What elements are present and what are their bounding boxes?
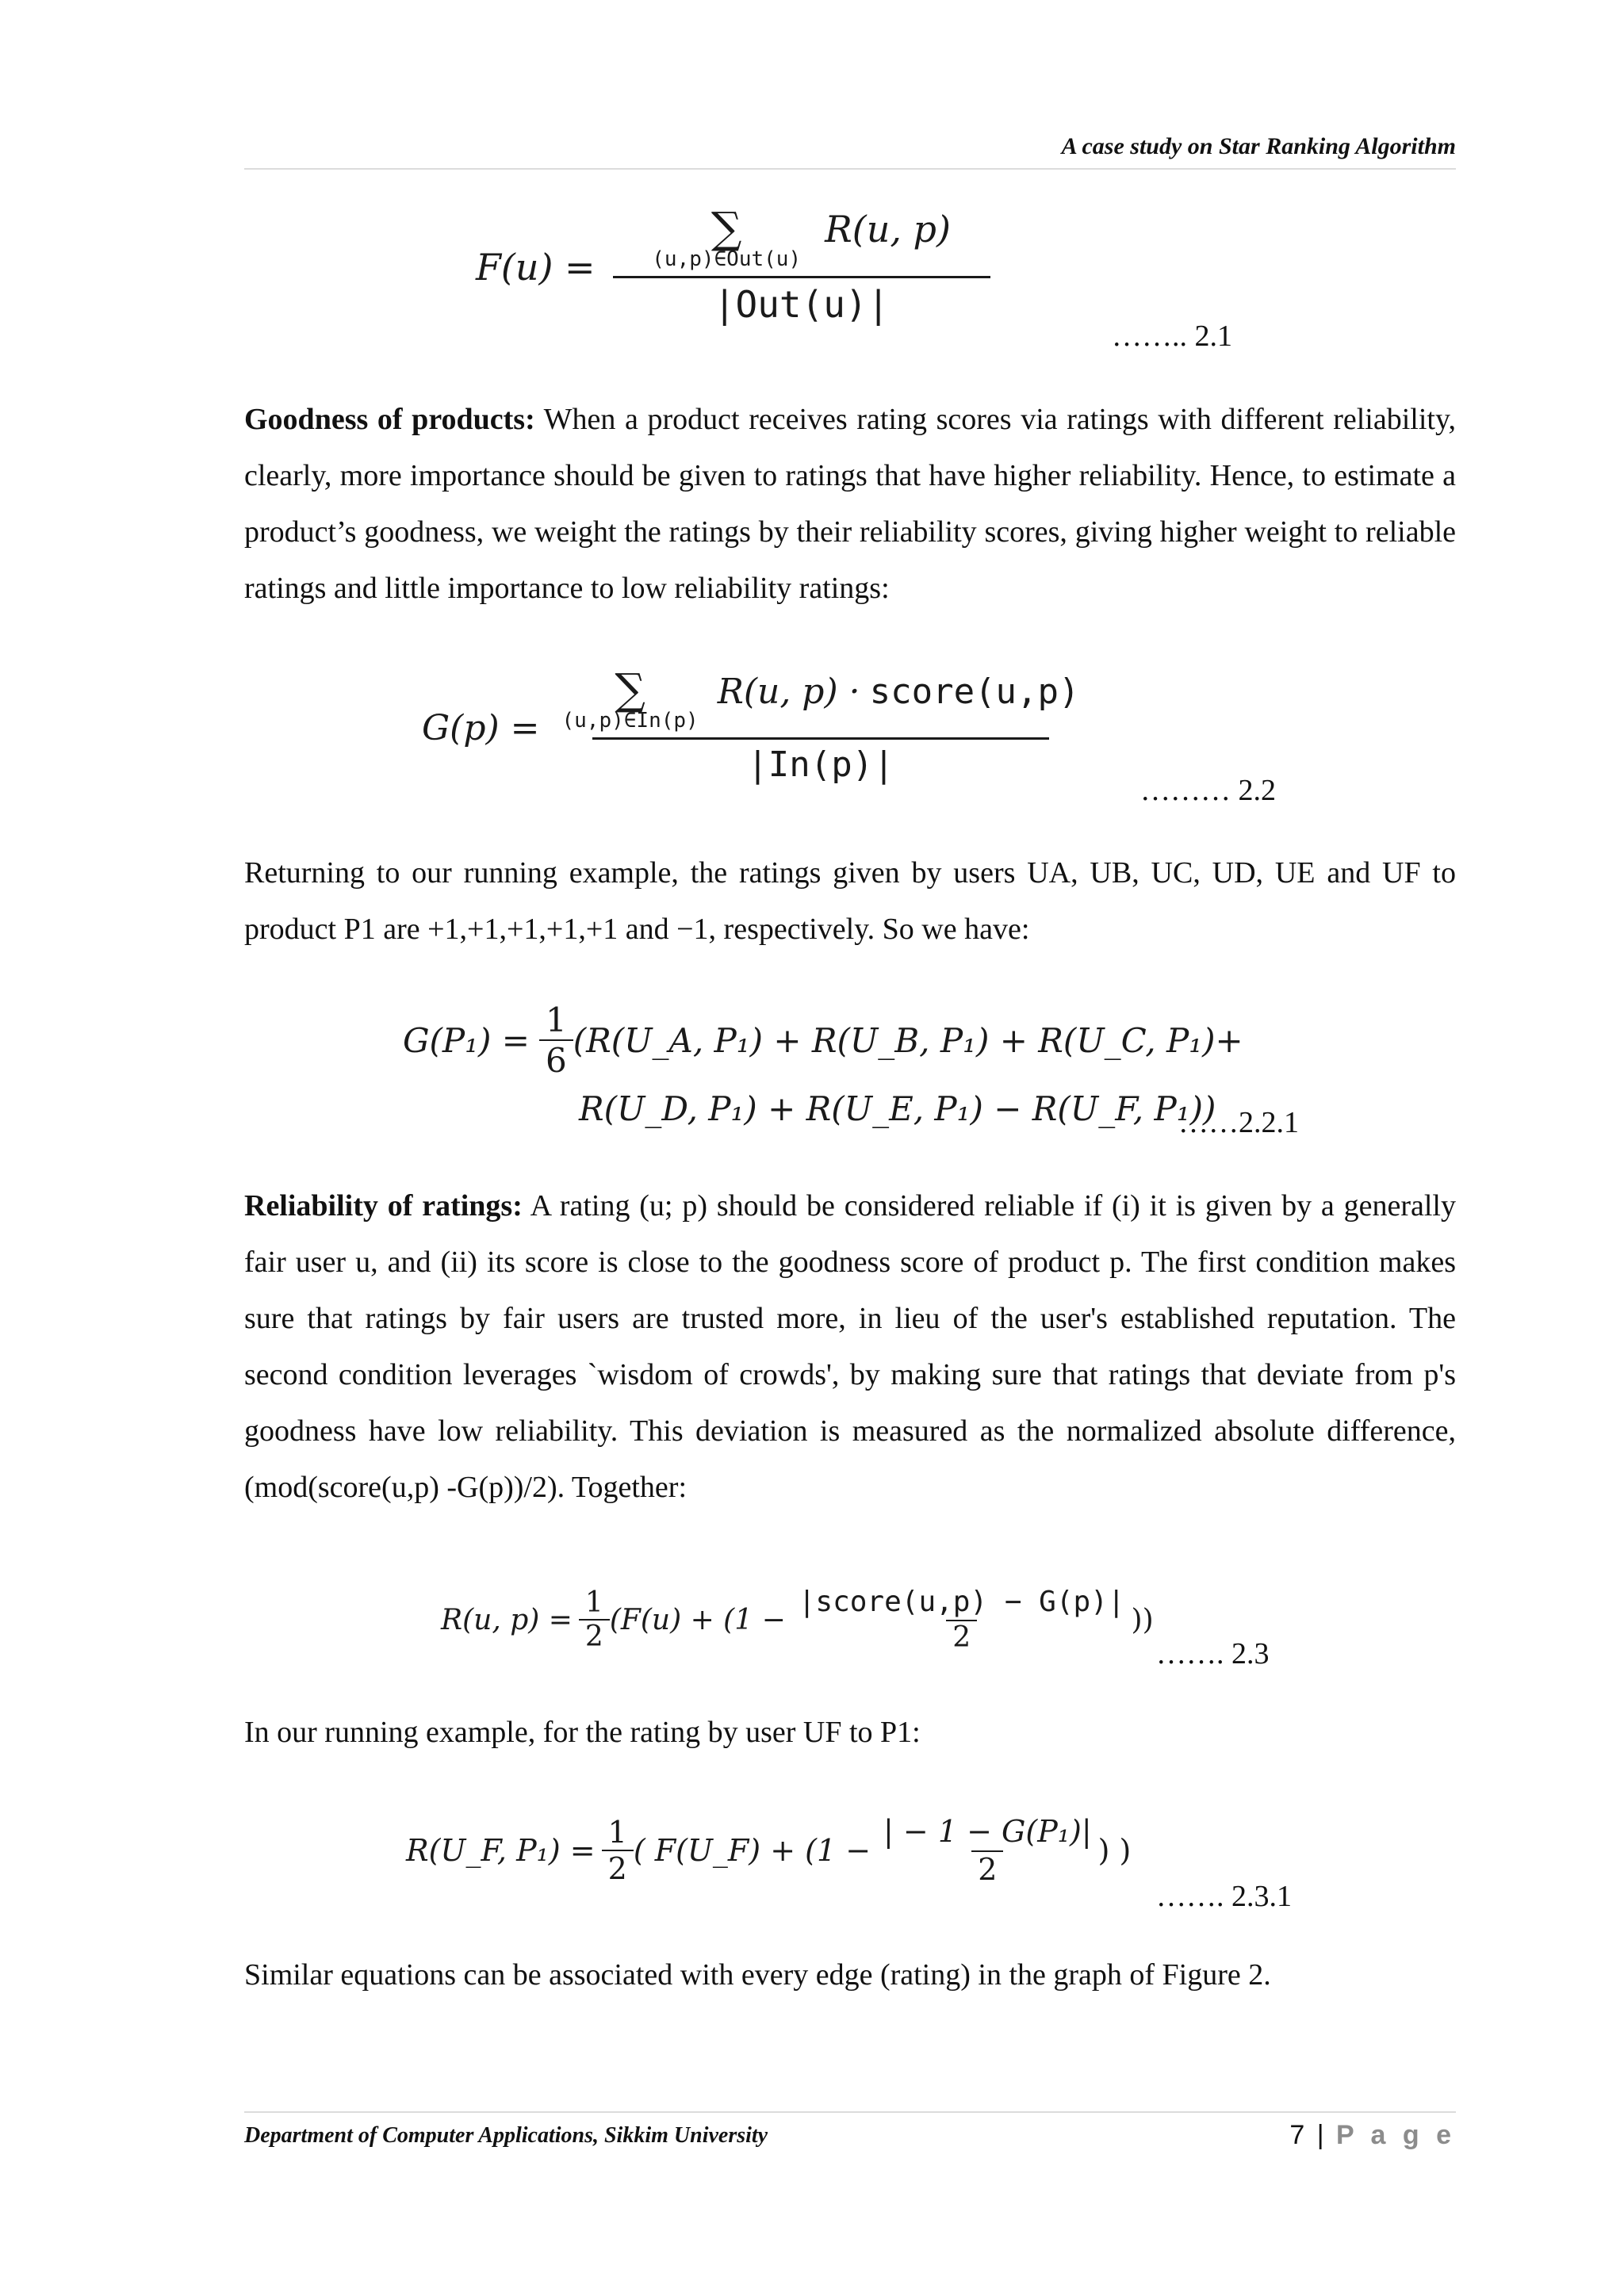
eq-2-2-1-line-1-rest: (R(U_A, P₁) + R(U_B, P₁) + R(U_C, P₁)+ <box>573 1020 1243 1060</box>
eq-2-3-1-close: ) ) <box>1097 1833 1132 1868</box>
paragraph-returning-example: Returning to our running example, the ratings given by users UA, UB, UC, UD, UE and UF to product P1 are +1,+1,+1,+1,+1 and −1, respectively. So we have: <box>244 856 1456 946</box>
page-number: 7 <box>1289 2120 1305 2150</box>
header-divider <box>244 168 1456 170</box>
equation-2-1 <box>476 203 990 326</box>
running-header: A case study on Star Ranking Algorithm <box>1061 133 1456 159</box>
equation-number-2-3: ……. 2.3 <box>1156 1637 1270 1670</box>
equation-number-2-2: ……… 2.2 <box>1140 774 1276 807</box>
eq-2-1-fraction <box>613 203 990 326</box>
footer-department: Department of Computer Applications, Sikkim University <box>244 2123 768 2148</box>
eq-2-2-1-line-1 <box>403 1001 1243 1080</box>
equation-number-2-3-1: ……. 2.3.1 <box>1156 1880 1292 1913</box>
eq-2-2-fraction <box>556 664 1086 785</box>
eq-2-1-lhs: F(u) = <box>476 245 596 289</box>
equation-2-2 <box>422 664 1086 785</box>
eq-2-3-middle: (F(u) + (1 − <box>609 1603 786 1636</box>
eq-2-3-close: )) <box>1131 1603 1154 1636</box>
eq-2-1-denominator: |Out(u)| <box>613 276 990 326</box>
equation-2-2-1 <box>403 1001 1243 1128</box>
equation-number-2-1: …….. 2.1 <box>1112 320 1232 353</box>
eq-2-2-1-lhs: G(P₁) = <box>403 1020 530 1060</box>
goodness-body-text: When a product receives rating scores via ratings with different reliability, clearly, more importance should be given to ratings that have higher reliability. Hence, to estimate a product’s goodness, we weight the ratings by their reliability scores, giving higher weight to reliable ratings and little importance to low reliability ratings: <box>244 403 1456 605</box>
eq-2-3-1-middle: ( F(U_F) + (1 − <box>633 1833 871 1868</box>
footer-page-number <box>1289 2120 1456 2151</box>
paragraph-reliability-of-ratings <box>244 1178 1456 1516</box>
eq-2-3-half: $\frac{1}{2}$ <box>579 1586 610 1653</box>
eq-2-2-denominator: |In(p)| <box>592 737 1049 785</box>
page-separator: | <box>1316 2120 1324 2150</box>
eq-2-1-sum-subscript: (u,p)∈Out(u) <box>652 247 802 271</box>
equation-number-2-2-1: ……2.2.1 <box>1178 1106 1299 1139</box>
eq-2-3-1-lhs: R(U_F, P₁) = <box>406 1833 596 1868</box>
eq-2-1-numerator: R(u, p) <box>825 208 951 251</box>
sum-symbol: ∑ (u,p)∈Out(u) <box>652 203 802 271</box>
paragraph-similar-equations: Similar equations can be associated with every edge (rating) in the graph of Figure 2. <box>244 1958 1271 1992</box>
eq-2-2-numerator-a: R(u, p) · <box>717 672 860 712</box>
eq-2-2-sum-subscript: (u,p)∈In(p) <box>561 709 699 733</box>
eq-2-3-1-half: $\frac{1}{2}$ <box>602 1815 634 1886</box>
page-label: P a g e <box>1336 2120 1456 2150</box>
paragraph-running-example: In our running example, for the rating by user UF to P1: <box>244 1716 921 1749</box>
eq-2-2-numerator-b: score(u,p) <box>869 672 1080 712</box>
sum-symbol: ∑ (u,p)∈In(p) <box>561 664 699 733</box>
eq-2-3-1-inner-fraction: $\frac{\text{| − 1 − G(P₁)|}}{2}$ <box>883 1814 1092 1887</box>
eq-2-2-1-line-2: R(U_D, P₁) + R(U_E, P₁) − R(U_F, P₁)) <box>579 1089 1216 1128</box>
eq-2-2-1-sixth: $\frac{1}{6}$ <box>539 1001 573 1080</box>
heading-goodness-of-products: Goodness of products: <box>244 403 535 436</box>
eq-2-3-lhs: R(u, p) = <box>441 1603 573 1636</box>
equation-2-3 <box>441 1586 1154 1654</box>
heading-reliability-of-ratings: Reliability of ratings: <box>244 1189 523 1223</box>
reliability-body-text: A rating (u; p) should be considered reliable if (i) it is given by a generally fair user u, and (ii) its score is close to the goodness score of product p. The first condition makes sure that ratings by fair users are trusted more, in lieu of the user's established reputation. The second condition leverages `wisdom of crowds', by making sure that ratings that deviate from p's goodness have low reliability. This deviation is measured as the normalized absolute difference, (mod(score(u,p) -G(p))/2). Together: <box>244 1189 1456 1504</box>
eq-2-3-inner-fraction: $\frac{\text{|score(u,p) − G(p)|}}{2}$ <box>798 1586 1125 1654</box>
equation-2-3-1 <box>406 1814 1131 1887</box>
footer-divider <box>244 2111 1456 2113</box>
eq-2-2-lhs: G(p) = <box>422 707 540 748</box>
paragraph-goodness-of-products <box>244 392 1456 617</box>
